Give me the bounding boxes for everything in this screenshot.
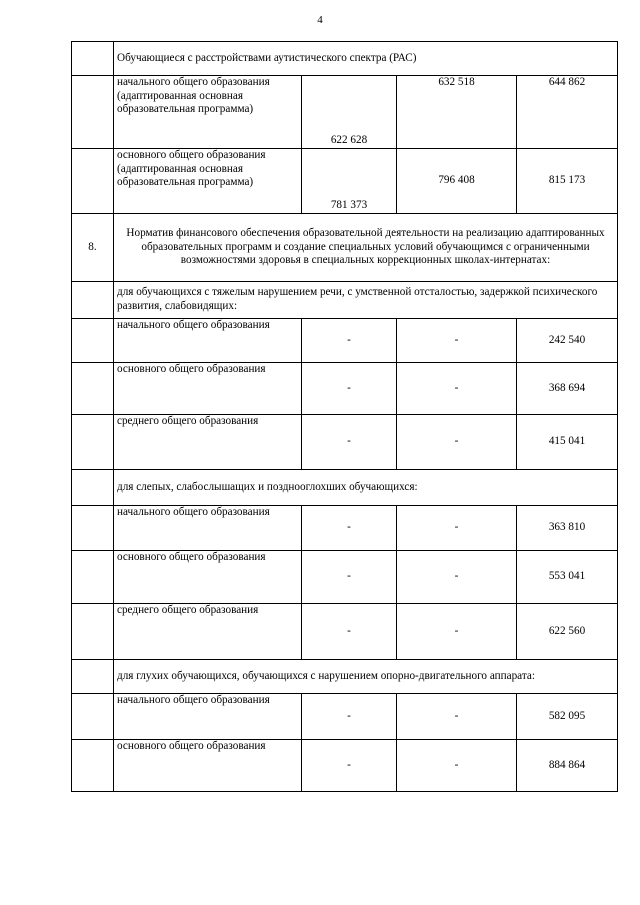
value-cell: - bbox=[397, 506, 517, 551]
row-number-cell bbox=[72, 604, 114, 660]
table-row bbox=[72, 740, 618, 792]
value-cell: 415 041 bbox=[517, 415, 618, 470]
value-cell: 884 864 bbox=[517, 740, 618, 792]
financing-norms-table bbox=[71, 41, 618, 792]
level-label: начального общего образования bbox=[114, 694, 302, 740]
row-number bbox=[72, 660, 114, 694]
value-cell: - bbox=[397, 319, 517, 363]
value-cell: - bbox=[302, 694, 397, 740]
value-cell: 553 041 bbox=[517, 551, 618, 604]
row-number-cell bbox=[72, 506, 114, 551]
value-cell: - bbox=[302, 740, 397, 792]
value-cell: - bbox=[397, 604, 517, 660]
level-label: начального общего образования bbox=[114, 319, 302, 363]
level-label: основного общего образования bbox=[114, 740, 302, 792]
row-number bbox=[72, 282, 114, 319]
row-number: 8. bbox=[72, 214, 114, 282]
table-row bbox=[72, 506, 618, 551]
group-caption: для глухих обучающихся, обучающихся с нарушением опорно-двигательного аппарата: bbox=[114, 660, 618, 694]
table-row bbox=[72, 149, 618, 214]
row-number-cell bbox=[72, 149, 114, 214]
level-label: основного общего образования bbox=[114, 363, 302, 415]
value-cell: 582 095 bbox=[517, 694, 618, 740]
level-label: основного общего образования (адаптированная основная образовательная программа) bbox=[114, 149, 302, 214]
value-cell: 815 173 bbox=[517, 149, 618, 214]
group-caption: для слепых, слабослышащих и позднооглохших обучающихся: bbox=[114, 470, 618, 506]
level-label: начального общего образования bbox=[114, 506, 302, 551]
section-caption: Норматив финансового обеспечения образовательной деятельности на реализацию адаптированных образовательных программ и создание специальных условий обучающимся с ограниченными возможностями здоровья в специальных коррекционных школах-интернатах: bbox=[114, 214, 618, 282]
value-cell: 796 408 bbox=[397, 149, 517, 214]
table-row bbox=[72, 282, 618, 319]
value-cell: 622 628 bbox=[302, 76, 397, 149]
level-label: начального общего образования (адаптированная основная образовательная программа) bbox=[114, 76, 302, 149]
value-cell: - bbox=[397, 694, 517, 740]
table-row bbox=[72, 214, 618, 282]
table-row bbox=[72, 604, 618, 660]
table-row bbox=[72, 415, 618, 470]
value-cell: 363 810 bbox=[517, 506, 618, 551]
value-cell: - bbox=[302, 604, 397, 660]
value-cell: - bbox=[302, 506, 397, 551]
row-number bbox=[72, 42, 114, 76]
page-number: 4 bbox=[317, 14, 323, 26]
value-cell: - bbox=[397, 363, 517, 415]
row-number-cell bbox=[72, 76, 114, 149]
table-row bbox=[72, 42, 618, 76]
value-cell: 644 862 bbox=[517, 76, 618, 149]
value-cell: 242 540 bbox=[517, 319, 618, 363]
table-row bbox=[72, 470, 618, 506]
row-number-cell bbox=[72, 551, 114, 604]
value-cell: - bbox=[302, 363, 397, 415]
value-cell: - bbox=[302, 551, 397, 604]
row-number bbox=[72, 470, 114, 506]
section-caption: Обучающиеся с расстройствами аутистического спектра (РАС) bbox=[114, 42, 618, 76]
level-label: среднего общего образования bbox=[114, 415, 302, 470]
table-row bbox=[72, 551, 618, 604]
value-cell: - bbox=[397, 415, 517, 470]
value-cell: 632 518 bbox=[397, 76, 517, 149]
table-row bbox=[72, 363, 618, 415]
value-cell: - bbox=[397, 551, 517, 604]
value-cell: 368 694 bbox=[517, 363, 618, 415]
value-cell: - bbox=[397, 740, 517, 792]
table-row bbox=[72, 76, 618, 149]
value-cell: - bbox=[302, 415, 397, 470]
level-label: среднего общего образования bbox=[114, 604, 302, 660]
row-number-cell bbox=[72, 415, 114, 470]
value-cell: 781 373 bbox=[302, 149, 397, 214]
table-row bbox=[72, 319, 618, 363]
row-number-cell bbox=[72, 319, 114, 363]
table-row bbox=[72, 694, 618, 740]
level-label: основного общего образования bbox=[114, 551, 302, 604]
row-number-cell bbox=[72, 694, 114, 740]
group-caption: для обучающихся с тяжелым нарушением речи, с умственной отсталостью, задержкой психического развития, слабовидящих: bbox=[114, 282, 618, 319]
value-cell: - bbox=[302, 319, 397, 363]
table-row bbox=[72, 660, 618, 694]
row-number-cell bbox=[72, 363, 114, 415]
value-cell: 622 560 bbox=[517, 604, 618, 660]
row-number-cell bbox=[72, 740, 114, 792]
